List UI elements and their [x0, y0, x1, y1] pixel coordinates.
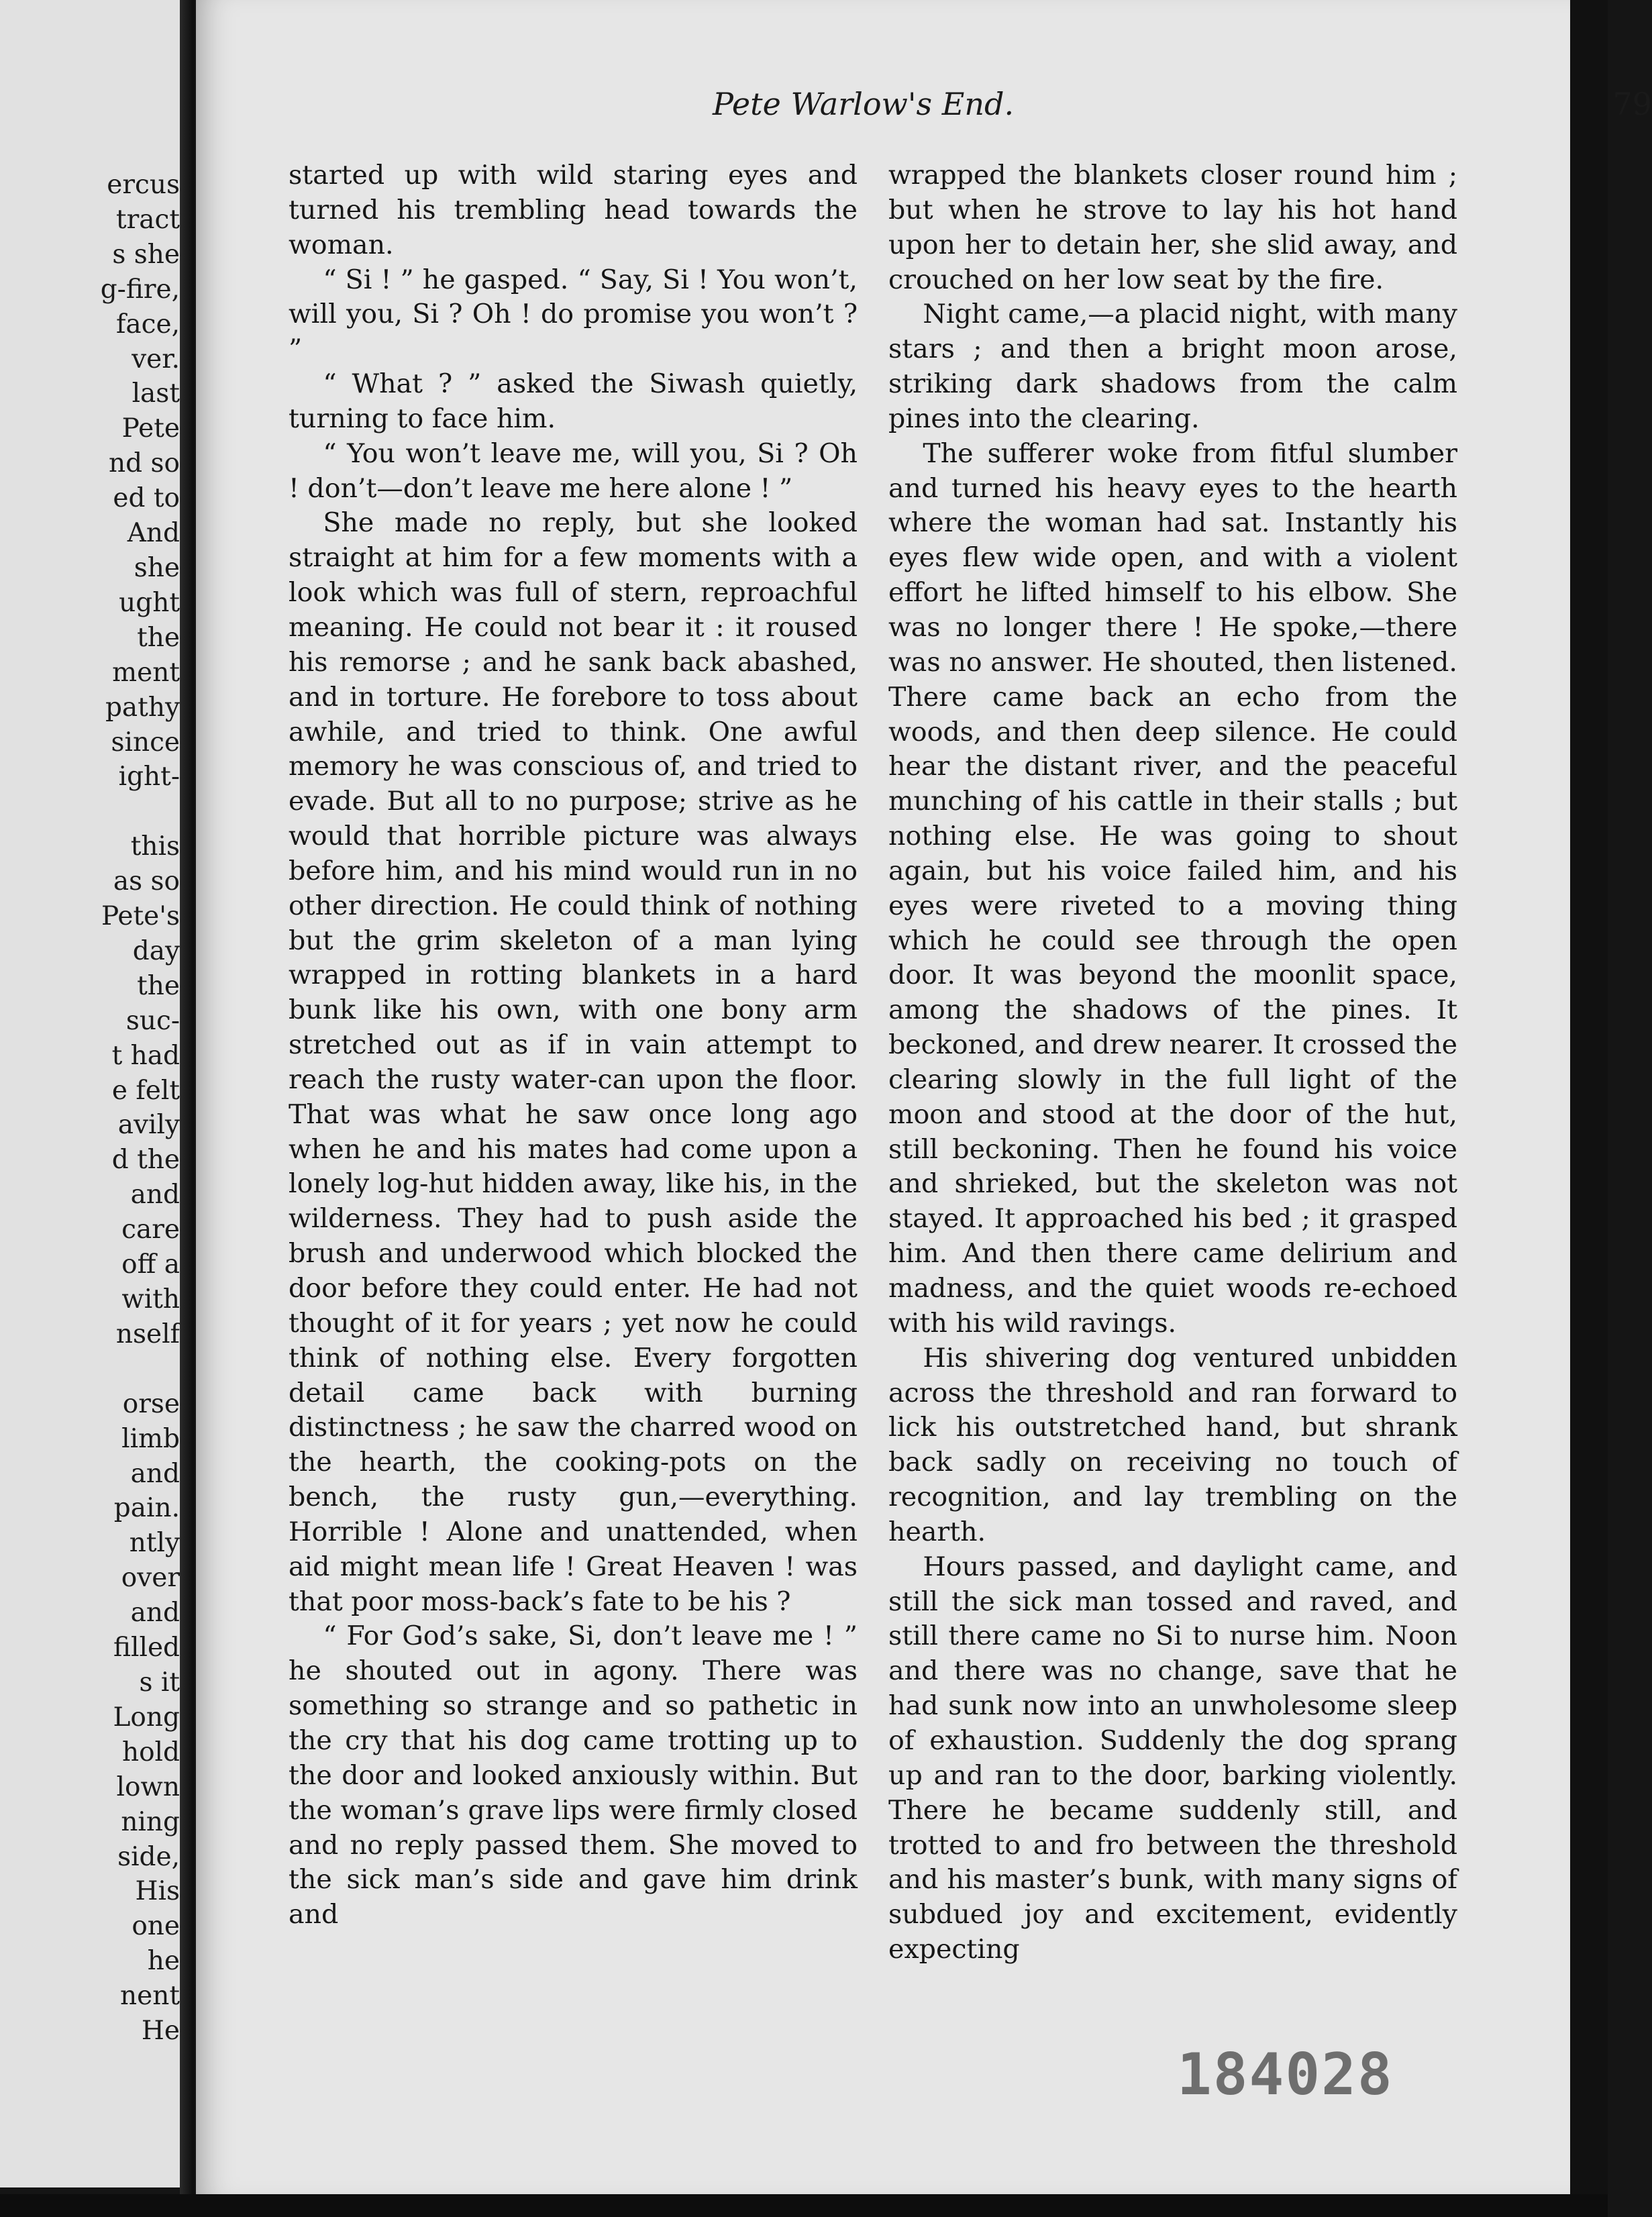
paragraph: started up with wild staring eyes and turned his trembling head towards the woman.: [289, 160, 858, 260]
paragraph: She made no reply, but she looked straight at him for a few moments with a look which was full of stern, reproachful meaning. He could not bear it : it roused his remorse ; and he sank back abashed, and in torture. He forebore to toss about awhile, and tried to think. One awful memory he was conscious of, and tried to evade. But all to no purpose; strive as he would that horrible picture was always before him, and his mind would run in no other direction. He could think of nothing but the grim skeleton of a man lying wrapped in rotting blankets in a hard bunk like his own, with one bony arm stretched out as if in vain attempt to reach the rusty water-can upon the floor. That was what he saw once long ago when he and his mates had come upon a lonely log-hut hidden away, like his, in the wilderness. They had to push aside the brush and underwood which blocked the door before they could enter. He had not thought of it for years ; yet now he could think of nothing else. Every forgotten detail came back with burning distinctness ; he saw the charred wood on the hearth, the cooking-pots on the bench, the rusty gun,—everything. Horrible ! Alone and unattended, when aid might mean life ! Great Heaven ! was that poor moss-back’s fate to be his ?: [289, 507, 858, 1617]
library-stamp-number: 184028: [1177, 2041, 1394, 2108]
paragraph: “ You won’t leave me, will you, Si ? Oh ! don’t—don’t leave me here alone ! ”: [289, 437, 858, 504]
paragraph: The sufferer woke from fitful slumber and turned his heavy eyes to the hearth where the woman had sat. Instantly his eyes flew wide open, and with a violent effort he lifted himself to his elbow. She was no longer there ! He spoke,—there was no answer. He shouted, then listened. There came back an echo from the woods, and then deep silence. He could hear the distant river, and the peaceful munching of his cattle in their stalls ; but nothing else. He was going to shout again, but his voice failed him, and his eyes were riveted to a moving thing which he could see through the open door. It was beyond the moonlit space, among the shadows of the pines. It beckoned, and drew nearer. It crossed the clearing slowly in the full light of the moon and stood at the door of the hut, still beckoning. Then he found his voice and shrieked, but the skeleton was not stayed. It approached his bed ; it grasped him. And then there came delirium and madness, and the quiet woods re-echoed with his wild ravings.: [888, 437, 1457, 1339]
paragraph: wrapped the blankets closer round him ; but when he strove to lay his hot hand upon her to detain her, she slid away, and crouched on her low seat by the fire.: [888, 160, 1457, 295]
right-column: [888, 158, 1457, 1967]
paragraph: Night came,—a placid night, with many stars ; and then a bright moon arose, striking dark shadows from the calm pines into the clearing.: [888, 299, 1457, 434]
page-edge-shadow: [1570, 0, 1608, 2217]
left-column: [289, 158, 858, 1932]
previous-page-text-fragments: ercus tract s she g-fire, face, ver. last Pete nd so ed to And she ught the ment pathy since ight- this as so Pete's day the suc- t had e felt avily d the and care off a with nself orse limb and pain. ntly over and filled s it Long hold lown ning side, His one he nent He: [100, 170, 180, 2047]
previous-page-strip: [0, 0, 183, 2187]
book-page: [196, 0, 1652, 2194]
paragraph: “ For God’s sake, Si, don’t leave me ! ” he shouted out in agony. There was something so strange and so pathetic in the cry that his dog came trotting up to the door and looked anxiously within. But the woman’s grave lips were firmly closed and no reply passed them. She moved to the sick man’s side and gave him drink and: [289, 1620, 858, 1930]
running-title: Pete Warlow's End.: [713, 86, 1015, 122]
paragraph: Hours passed, and daylight came, and still the sick man tossed and raved, and still there came no Si to nurse him. Noon and there was no change, save that he had sunk now into an unwholesome sleep of exhaustion. Suddenly the dog sprang up and ran to the door, barking violently. There he became suddenly still, and trotted to and fro between the threshold and his master’s bunk, with many signs of subdued joy and excitement, evidently expecting: [888, 1551, 1457, 1965]
page-number: 79: [1612, 86, 1652, 122]
scan-bottom-edge: [0, 2194, 1608, 2217]
paragraph: “ Si ! ” he gasped. “ Say, Si ! You won’t, will you, Si ? Oh ! do promise you won’t ? ”: [289, 264, 858, 365]
paragraph: His shivering dog ventured unbidden across the threshold and ran forward to lick his outstretched hand, but shrank back sadly on receiving no touch of recognition, and lay trembling on the hearth.: [888, 1342, 1457, 1547]
paragraph: “ What ? ” asked the Siwash quietly, turning to face him.: [289, 368, 858, 434]
